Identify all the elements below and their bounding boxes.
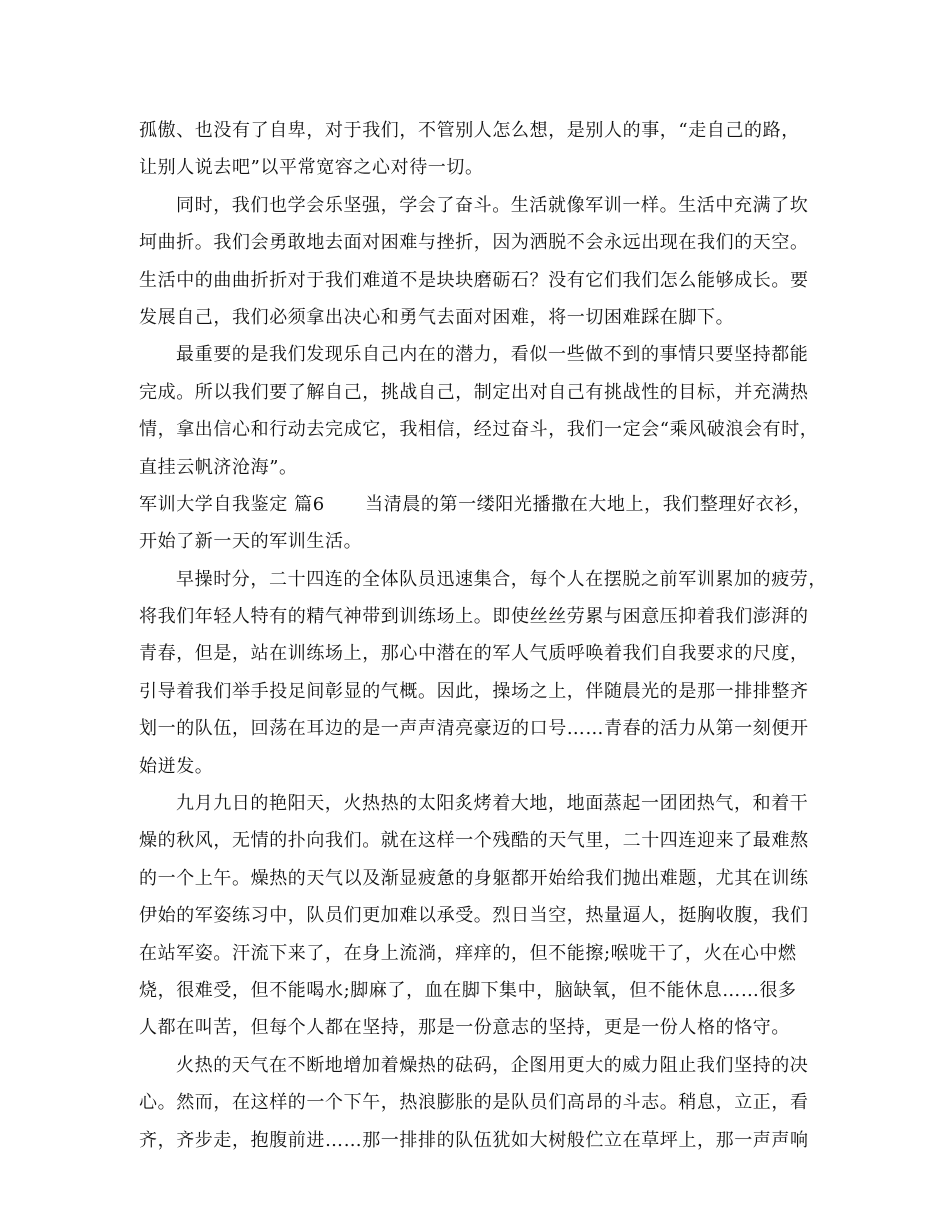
body-line: 燥的秋风，无情的扑向我们。就在这样一个残酷的天气里，二十四连迎来了最难熬 xyxy=(139,830,809,852)
paragraph-start-line: 九月九日的艳阳天，火热热的太阳炙烤着大地，地面蒸起一团团热气，和着干 xyxy=(176,793,809,815)
paragraph-start-line: 同时，我们也学会乐坚强，学会了奋斗。生活就像军训一样。生活中充满了坎 xyxy=(176,194,809,216)
body-line: 引导着我们举手投足间彰显的气概。因此，操场之上，伴随晨光的是那一排排整齐 xyxy=(139,680,809,702)
body-line: 开始了新一天的军训生活。 xyxy=(139,531,363,553)
body-line: 让别人说去吧”以平常宽容之心对待一切。 xyxy=(139,157,484,179)
body-line: 始迸发。 xyxy=(139,755,214,777)
section-heading-line xyxy=(139,486,839,523)
body-line: 人都在叫苦，但每个人都在坚持，那是一份意志的坚持，更是一份人格的恪守。 xyxy=(139,1017,790,1039)
body-line: 烧，很难受，但不能喝水;脚麻了，血在脚下集中，脑缺氧，但不能休息……很多 xyxy=(139,979,797,1001)
body-line: 青春，但是，站在训练场上，那心中潜在的军人气质呼唤着我们自我要求的尺度， xyxy=(139,643,809,665)
body-line: 伊始的军姿练习中，队员们更加难以承受。烈日当空，热量逼人，挺胸收腹，我们 xyxy=(139,905,809,927)
body-line: 孤傲、也没有了自卑，对于我们，不管别人怎么想，是别人的事，“走自己的路， xyxy=(139,120,800,141)
body-line: 发展自己，我们必须拿出决心和勇气去面对困难，将一切困难踩在脚下。 xyxy=(139,306,735,328)
body-line: 心。然而，在这样的一个下午，热浪膨胀的是队员们高昂的斗志。稍息，立正，看 xyxy=(139,1092,809,1114)
body-line: 直挂云帆济沧海”。 xyxy=(139,456,298,478)
body-line: 完成。所以我们要了解自己，挑战自己，制定出对自己有挑战性的目标，并充满热 xyxy=(139,381,809,403)
body-line: 生活中的曲曲折折对于我们难道不是块块磨砺石？没有它们我们怎么能够成长。要 xyxy=(139,269,809,291)
document-body xyxy=(139,112,839,1159)
body-line: 情，拿出信心和行动去完成它，我相信，经过奋斗，我们一定会“乘风破浪会有时， xyxy=(139,419,819,441)
section-first-sentence: 当清晨的第一缕阳光播撒在大地上，我们整理好衣衫， xyxy=(365,493,812,515)
body-line: 将我们年轻人特有的精气神带到训练场上。即使丝丝劳累与困意压抑着我们澎湃的 xyxy=(139,606,809,628)
section-title: 军训大学自我鉴定 篇6 xyxy=(139,493,325,515)
body-line: 的一个上午。燥热的天气以及渐显疲惫的身躯都开始给我们抛出难题，尤其在训练 xyxy=(139,867,809,889)
paragraph-start-line: 早操时分，二十四连的全体队员迅速集合，每个人在摆脱之前军训累加的疲劳， xyxy=(176,568,827,590)
paragraph-start-line: 火热的天气在不断地增加着燥热的砝码，企图用更大的威力阻止我们坚持的决 xyxy=(176,1054,809,1076)
paragraph-start-line: 最重要的是我们发现乐自己内在的潜力，看似一些做不到的事情只要坚持都能 xyxy=(176,344,809,366)
body-line: 齐，齐步走，抱腹前进……那一排排的队伍犹如大树般伫立在草坪上，那一声声响 xyxy=(139,1129,809,1151)
body-line: 划一的队伍，回荡在耳边的是一声声清亮豪迈的口号……青春的活力从第一刻便开 xyxy=(139,718,809,740)
body-line: 坷曲折。我们会勇敢地去面对困难与挫折，因为洒脱不会永远出现在我们的天空。 xyxy=(139,232,809,254)
body-line: 在站军姿。汗流下来了，在身上流淌，痒痒的，但不能擦;喉咙干了，火在心中燃 xyxy=(139,942,797,964)
